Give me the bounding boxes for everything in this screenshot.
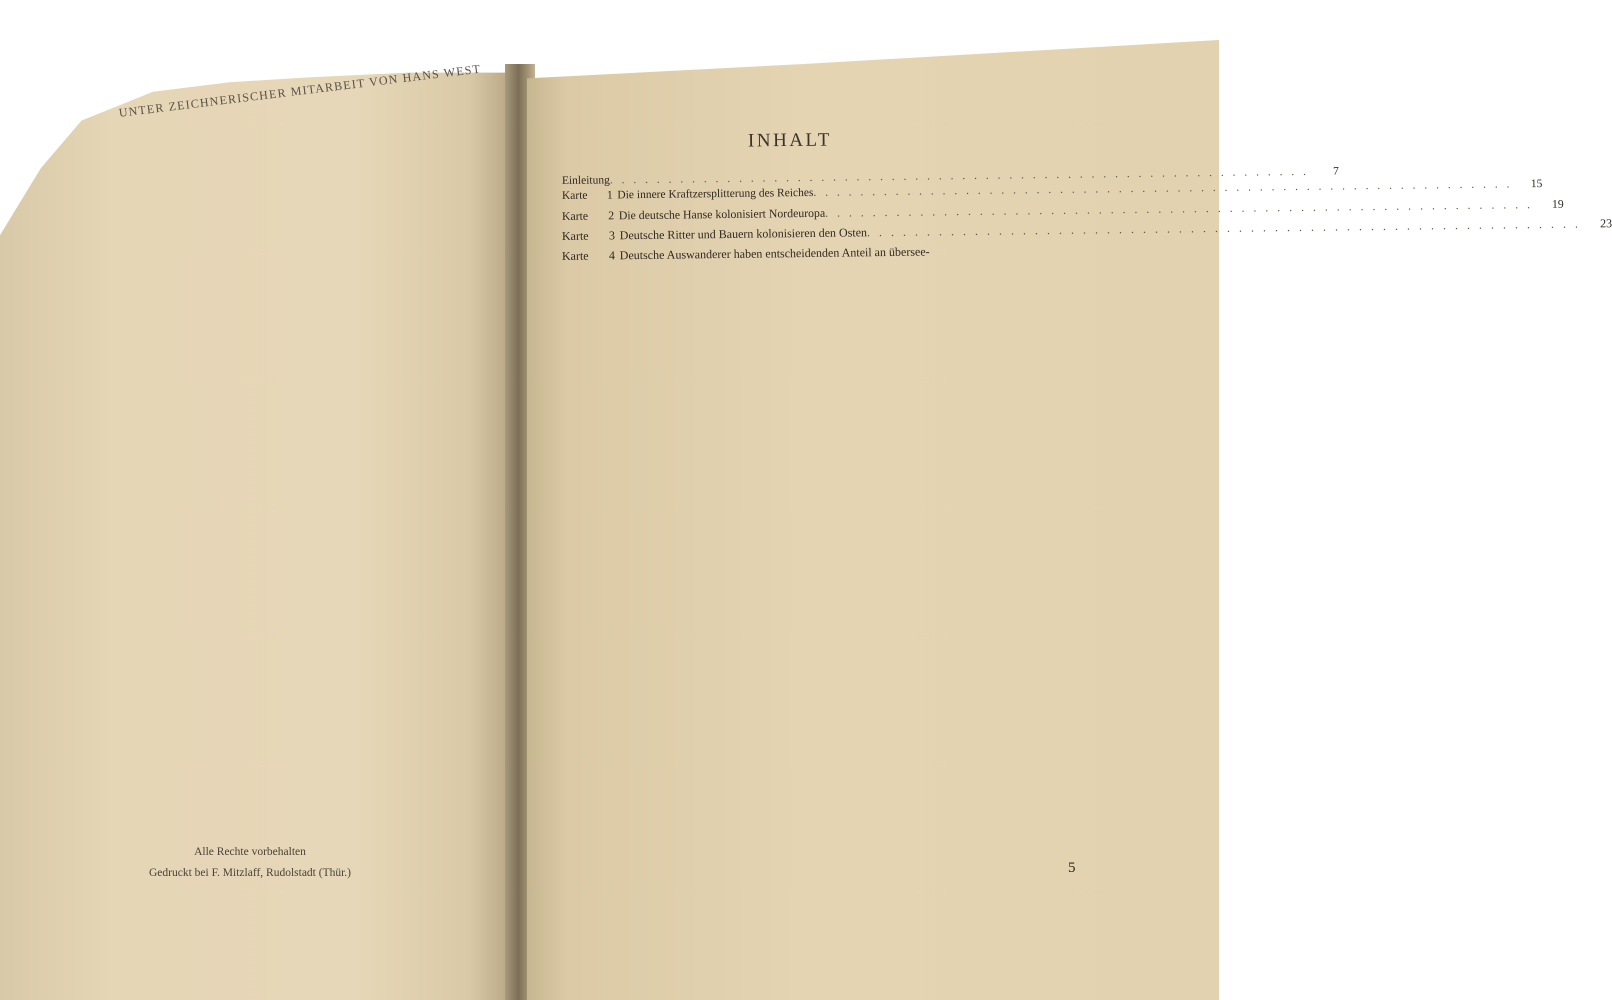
toc-map-number: 4 (608, 248, 616, 263)
toc-page-number: 19 (1551, 196, 1564, 212)
toc-page-number: 15 (1530, 177, 1543, 190)
imprint (130, 842, 370, 884)
toc-map-number: 3 (608, 228, 616, 243)
toc-page-number: 7 (1332, 165, 1339, 178)
toc-leader-dots: . . . . . . . . . . . . . . . . . . . . . . . . . . . . . . . . . . . . . . . . . . . . . . . . . . . . . . . . . . . . (866, 216, 1582, 240)
illustrator-credit: UNTER ZEICHNERISCHER MITARBEIT VON HANS WEST (118, 61, 482, 120)
toc-map-number: 1 (606, 188, 613, 201)
toc-page-number: 23 (1600, 216, 1612, 231)
toc-map-number: 2 (608, 208, 615, 223)
toc-entry-title: Deutsche Auswanderer haben entscheidenden Anteil an übersee- (619, 244, 930, 263)
toc-heading: INHALT (747, 129, 833, 152)
toc-entry-label: Karte (561, 228, 589, 244)
toc-entry-label: Einleitung (561, 173, 610, 187)
toc-entry-title: Die deutsche Hanse kolonisiert Nordeuropa (618, 205, 826, 223)
toc-entry-label: Karte (561, 189, 588, 202)
toc-leader-dots: . . . . . . . . . . . . . . . . . . . . . . . . . . . . . . . . . . . . . . . . . . . . . . . . . . . . . . . . . . . . (609, 165, 1309, 186)
toc-entry-label: Karte (561, 248, 589, 264)
page-number: 5 (1068, 860, 1076, 876)
toc-leader-dots: . . . . . . . . . . . . . . . . . . . . . . . . . . . . . . . . . . . . . . . . . . . . . . . . . . . . . . . . . . . . (825, 197, 1534, 220)
toc-entry-title: Deutsche Ritter und Bauern kolonisieren den Osten (619, 225, 868, 243)
toc-leader-dots: . . . . . . . . . . . . . . . . . . . . . . . . . . . . . . . . . . . . . . . . . . . . . . . . . . . . . . . . . . . . (813, 177, 1513, 199)
printer-line: Gedruckt bei F. Mitzlaff, Rudolstadt (Thür.) (149, 867, 351, 879)
rights-line: Alle Rechte vorbehalten (194, 846, 306, 858)
right-page (527, 40, 1219, 1000)
toc-entry-title: Die innere Kraftzersplitterung des Reiches (617, 186, 814, 201)
toc-entry-label: Karte (561, 208, 589, 224)
